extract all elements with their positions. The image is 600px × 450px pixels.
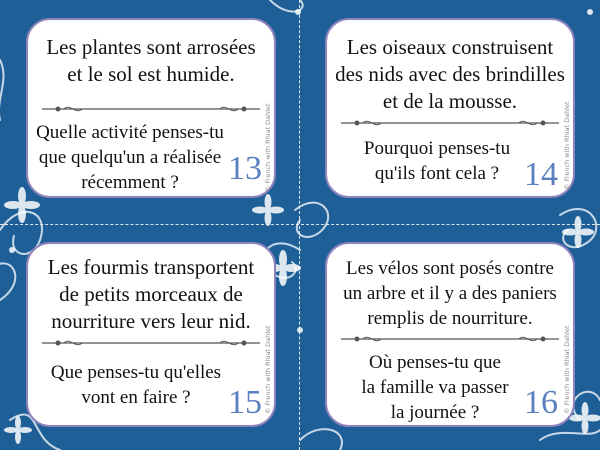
copyright-credit: © French with Rhiat Dahlet bbox=[264, 325, 272, 414]
question-line: vont en faire ? bbox=[81, 387, 191, 408]
card-statement bbox=[335, 256, 565, 331]
card-statement bbox=[36, 34, 266, 88]
question-line: récemment ? bbox=[81, 172, 179, 193]
statement-line: et le sol est humide. bbox=[67, 62, 235, 86]
card-statement bbox=[335, 34, 565, 115]
card-number: 16 bbox=[524, 384, 558, 421]
task-card-16 bbox=[325, 242, 575, 427]
copyright-credit: © French with Rhiat Dahlet bbox=[563, 101, 571, 190]
ornamental-divider bbox=[42, 102, 260, 116]
cut-line-horizontal bbox=[0, 224, 600, 225]
card-statement bbox=[36, 254, 266, 335]
question-line: que quelqu'un a réalisée bbox=[38, 147, 222, 168]
statement-line: nourriture vers leur nid. bbox=[51, 309, 251, 333]
copyright-credit: © French with Rhiat Dahlet bbox=[264, 103, 272, 192]
card-number: 13 bbox=[228, 150, 262, 187]
card-question bbox=[337, 350, 533, 425]
question-line: qu'ils font cela ? bbox=[374, 163, 500, 184]
question-line: Que penses-tu qu'elles bbox=[50, 362, 222, 383]
task-card-15 bbox=[26, 242, 276, 427]
card-question bbox=[32, 120, 228, 195]
question-line: Où penses-tu que bbox=[369, 352, 501, 373]
statement-line: de petits morceaux de bbox=[59, 282, 243, 306]
statement-line: Les plantes sont arrosées bbox=[46, 35, 256, 59]
card-question bbox=[347, 136, 527, 186]
card-number: 15 bbox=[228, 384, 262, 421]
question-line: Pourquoi penses-tu bbox=[363, 138, 511, 159]
card-number: 14 bbox=[524, 156, 558, 193]
ornamental-divider bbox=[341, 332, 559, 346]
ornamental-divider bbox=[341, 116, 559, 130]
task-card-14 bbox=[325, 18, 575, 198]
statement-line: remplis de nourriture. bbox=[367, 308, 533, 329]
question-line: la famille va passer bbox=[361, 377, 509, 398]
statement-line: un arbre et il y a des paniers bbox=[343, 283, 557, 304]
statement-line: et de la mousse. bbox=[382, 89, 518, 113]
statement-line: Les oiseaux construisent bbox=[346, 35, 554, 59]
question-line: Quelle activité penses-tu bbox=[36, 122, 224, 143]
statement-line: Les fourmis transportent bbox=[47, 255, 255, 279]
cut-line-vertical bbox=[299, 0, 300, 450]
statement-line: Les vélos sont posés contre bbox=[346, 258, 554, 279]
task-card-13 bbox=[26, 18, 276, 198]
question-line: la journée ? bbox=[390, 402, 480, 423]
card-question bbox=[38, 360, 234, 410]
copyright-credit: © French with Rhiat Dahlet bbox=[563, 325, 571, 414]
statement-line: des nids avec des brindilles bbox=[335, 62, 565, 86]
ornamental-divider bbox=[42, 336, 260, 350]
